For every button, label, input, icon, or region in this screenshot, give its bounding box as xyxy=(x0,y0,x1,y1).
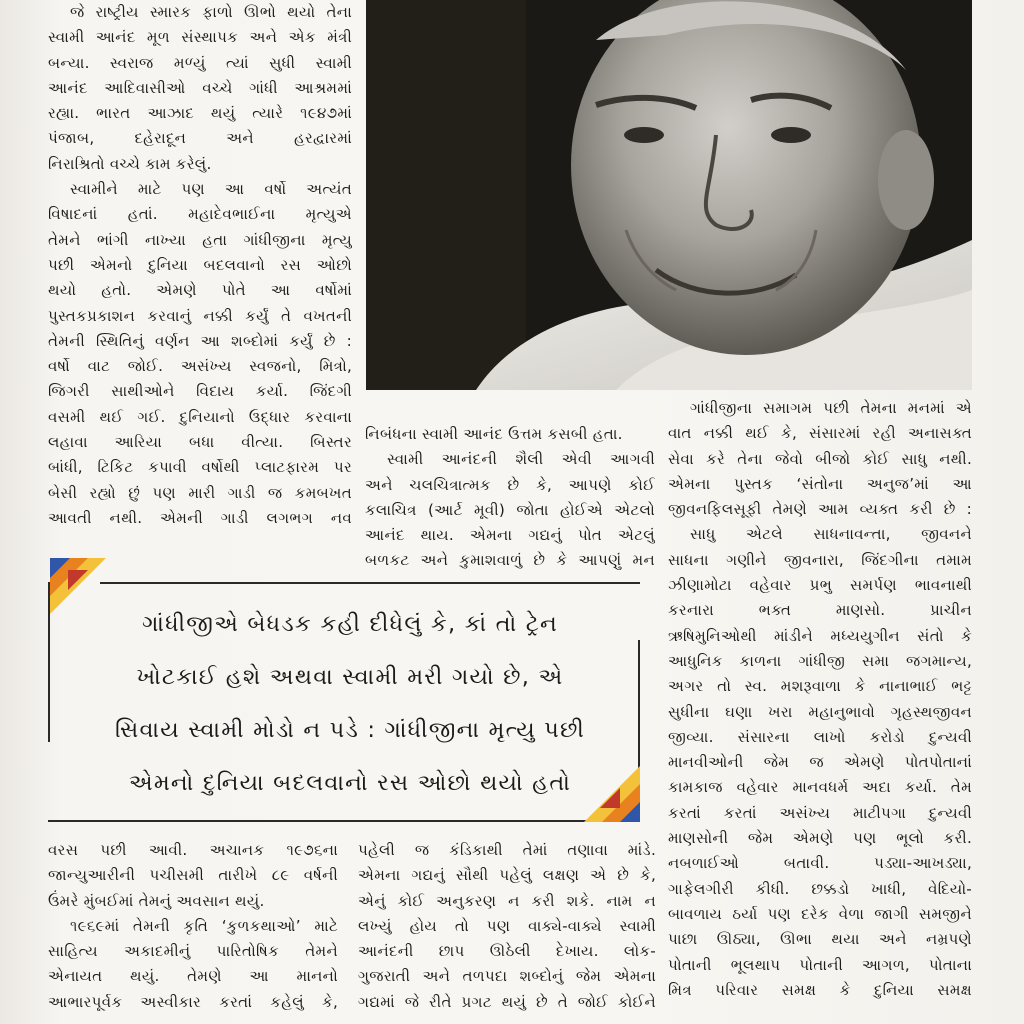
text-line: બાવળાય ઠર્યા પણ દરેક વેળા જાગી સમજીને xyxy=(668,904,972,923)
text-line: વરસ પછી આવી. અચાનક ૧૯૭૬ના xyxy=(48,841,338,859)
text-line: અગર તો સ્વ. મશરૂવાળા કે નાનાભાઈ ભટ્ટ xyxy=(668,677,972,696)
text-line: પછી એમનો દુનિયા બદલવાનો રસ ઓછો xyxy=(48,255,352,274)
text-line: જે રાષ્ટ્રીય સ્મારક ફાળો ઊભો થયો તેના xyxy=(70,3,352,21)
text-line: અને ચલચિત્રાત્મક છે કે, આપણે કોઈ xyxy=(365,475,655,494)
text-line: વિષાદનાં હતાં. મહાદેવભાઈના મૃત્યુએ xyxy=(48,205,352,224)
text-line: આનંદની છાપ ઊઠેલી દેખાય. લોક- xyxy=(358,942,656,961)
text-line: નબળાઈઓ બતાવી. પડ્યા-આખડ્યા, xyxy=(668,854,972,873)
quote-line: એમનો દુનિયા બદલવાનો રસ ઓછો થયો હતો xyxy=(128,770,572,796)
text-line: મિત્ર પરિવાર સમક્ષ કે દુનિયા સમક્ષ xyxy=(668,980,972,999)
text-line: આનંદ આદિવાસીઓ વચ્ચે ગાંધી આશ્રમમાં xyxy=(48,78,352,97)
text-line: કલાચિત્ર (આર્ટ મૂવી) જોતા હોઈએ એટલો xyxy=(365,500,655,519)
text-line: પંજાબ, દહેરાદૂન અને હરદ્વારમાં xyxy=(48,129,352,148)
text-line: પહેલી જ કંડિકાથી તેમાં તણાવા માંડે. xyxy=(358,841,656,859)
text-line: સાધુ એટલે સાધનાવન્તા, જીવનને xyxy=(690,525,972,544)
text-line: સુધીના ઘણા ખરા મહાનુભાવો ગૃહસ્થજીવન xyxy=(668,702,972,721)
text-line: બન્યા. સ્વરાજ મળ્યું ત્યાં સુધી સ્વામી xyxy=(48,53,352,72)
text-line: આભારપૂર્વક અસ્વીકાર કરતાં કહેલું કે, xyxy=(48,992,338,1011)
text-line: વસમી થઈ ગઈ. દુનિયાનો ઉદ્ધાર કરવાના xyxy=(48,407,352,426)
text-line: ગાંધીજીના સમાગમ પછી તેમના મનમાં એ xyxy=(690,399,972,417)
text-line: કરનારા ભક્ત માણસો. પ્રાચીન xyxy=(668,601,972,620)
article-column-center-mid xyxy=(365,422,655,574)
text-line: સ્વામી આનંદની શૈલી એવી આગવી xyxy=(387,450,655,469)
text-line: જાન્યુઆરીની પચીસમી તારીખે ૮૯ વર્ષની xyxy=(48,866,338,885)
text-line: પુસ્તકપ્રકાશન કરવાનું નક્કી કર્યું તે વખતની xyxy=(48,306,352,325)
text-line: એનું કોઈ અનુકરણ ન કરી શકે. નામ ન xyxy=(358,891,656,910)
text-line: તેમને ભાંગી નાખ્યા હતા ગાંધીજીના મૃત્યુ xyxy=(48,230,352,249)
article-column-left-bottom xyxy=(48,838,338,1015)
article-column-left-top xyxy=(48,0,352,531)
text-line: સાધના ગણીને જીવનારા, જિંદગીના તમામ xyxy=(668,550,972,569)
article-column-center-bottom xyxy=(358,838,656,1015)
text-line: પાછા ઊઠ્યા, ઊભા થયા અને નમ્રપણે xyxy=(668,930,972,949)
text-line: નિબંધના સ્વામી આનંદ ઉત્તમ કસબી હતા. xyxy=(365,425,623,443)
quote-border-bottom xyxy=(48,820,592,822)
text-line: એમના ગદ્યનું સૌથી પહેલું લક્ષણ એ છે કે, xyxy=(358,866,656,885)
text-line: તેમની સ્થિતિનું વર્ણન આ શબ્દોમાં કર્યું છે : xyxy=(48,331,352,350)
quote-line: ખોટકાઈ હશે અથવા સ્વામી મરી ગયો છે, એ xyxy=(136,664,564,690)
text-line: આવતી નથી. એમની ગાડી લગભગ નવ xyxy=(48,508,352,527)
quote-line: ગાંધીજીએ બેધડક કહી દીધેલું કે, કાં તો ટ્રેન xyxy=(141,611,559,637)
text-line: જિગરી સાથીઓને વિદાય કર્યા. જિંદગી xyxy=(48,382,352,401)
text-line: એમના પુસ્તક ‘સંતોના અનુજ’માં આ xyxy=(668,474,972,493)
text-line: વાત નક્કી થઈ કે, સંસારમાં રહી અનાસક્ત xyxy=(668,424,972,443)
text-line: ગાફેલગીરી કીધી. છક્કડો ખાધી, વેદિયો- xyxy=(668,879,972,898)
text-line: માનવીઓની જેમ જ એમણે પોતપોતાનાં xyxy=(668,753,972,772)
text-line: બળકટ અને કુમાશવાળું છે કે આપણું મન xyxy=(365,551,655,570)
text-line: કામકાજ વહેવાર માનવધર્મ અદા કર્યા. તેમ xyxy=(668,778,972,797)
text-line: લખ્યું હોય તો પણ વાક્યે-વાક્યે સ્વામી xyxy=(358,916,656,935)
deco-shape xyxy=(68,570,88,590)
article-column-right xyxy=(668,396,972,1003)
text-line: એનાયત થયું. તેમણે આ માનનો xyxy=(48,967,338,986)
quote-line: સિવાય સ્વામી મોડો ન પડે : ગાંધીજીના મૃત્યુ પછી xyxy=(114,717,586,743)
text-line: ૧૯૬૯માં તેમની કૃતિ ‘કુળકથાઓ’ માટે xyxy=(70,916,338,935)
text-line: સેવા કરે તેના જેવો બીજો કોઈ સાધુ નથી. xyxy=(668,449,972,468)
text-line: વર્ષો વાટ જોઈ. અસંખ્ય સ્વજનો, મિત્રો, xyxy=(48,357,352,376)
text-line: રહ્યા. ભારત આઝાદ થયું ત્યારે ૧૯૪૭માં xyxy=(48,104,352,123)
text-line: આધુનિક કાળના ગાંધીજી સમા જગમાન્ય, xyxy=(668,651,972,670)
text-line: માણસોની જેમ એમણે પણ ભૂલો કરી. xyxy=(668,829,972,848)
quote-border-right xyxy=(638,640,640,770)
text-line: સ્વામી આનંદ મૂળ સંસ્થાપક અને એક મંત્રી xyxy=(48,28,352,47)
text-line: કરતાં કરતાં અસંખ્ય માટીપગા દુન્યવી xyxy=(668,803,972,822)
text-line: આનંદ થાય. એમના ગદ્યનું પોત એટલું xyxy=(365,526,655,545)
portrait-photo xyxy=(366,0,972,390)
quote-border-top xyxy=(100,582,640,584)
pull-quote-text xyxy=(70,598,630,810)
text-line: લહાવા આરિયા બધા વીત્યા. બિસ્તર xyxy=(48,433,352,452)
text-line: ઋષિમુનિઓથી માંડીને મધ્યયુગીન સંતો કે xyxy=(668,626,972,645)
text-line: ઉંમરે મુંબઈમાં તેમનું અવસાન થયું. xyxy=(48,891,265,910)
text-line: જીવનફિલસૂફી તેમણે આમ વ્યક્ત કરી છે : xyxy=(668,500,972,519)
text-line: પોતાની ભૂલથાપ પોતાની આગળ, પોતાના xyxy=(668,955,972,974)
text-line: જીવ્યા. સંસારના લાખો કરોડો દુન્યવી xyxy=(668,727,972,746)
text-line: ઝીણામોટા વહેવાર પ્રભુ સમર્પણ ભાવનાથી xyxy=(668,576,972,595)
text-line: સ્વામીને માટે પણ આ વર્ષો અત્યંત xyxy=(70,180,352,199)
text-line: સાહિત્ય અકાદમીનું પારિતોષિક તેમને xyxy=(48,942,338,961)
portrait-illustration xyxy=(366,0,972,390)
text-line: નિરાશ્રિતો વચ્ચે કામ કરેલું. xyxy=(48,154,212,173)
text-line: બાંધી, ટિકિટ કપાવી વર્ષોથી પ્લાટફારમ પર xyxy=(48,458,352,477)
text-line: ગદ્યમાં જે રીતે પ્રગટ થયું છે તે જોઈ કોઈને xyxy=(358,992,656,1011)
text-line: ગુજરાતી અને તળપદા શબ્દોનું જેમ એમના xyxy=(358,967,656,986)
text-line: બેસી રહ્યો છું પણ મારી ગાડી જ કમબખત xyxy=(48,483,352,502)
text-line: થયો હતો. એમણે પોતે આ વર્ષોમાં xyxy=(48,281,352,300)
